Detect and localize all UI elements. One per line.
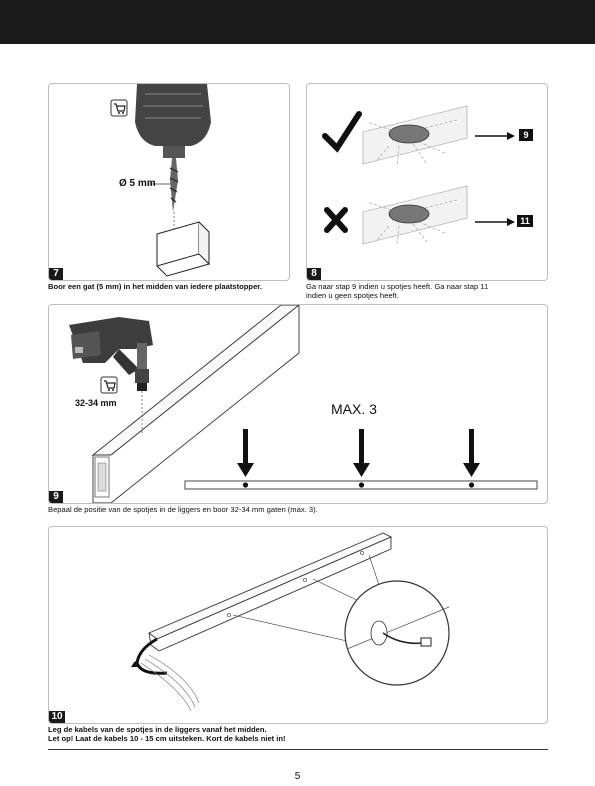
down-arrow-icon <box>353 429 370 488</box>
cross-icon <box>327 210 345 230</box>
step-10-illustration <box>49 527 547 723</box>
step-7-number: 7 <box>49 268 63 280</box>
header-bar <box>0 0 595 44</box>
step-7-panel <box>48 83 290 281</box>
goto-step-11-badge: 11 <box>520 216 530 226</box>
step-10-caption-line1: Leg de kabels van de spotjes in de liggers vanaf het midden. <box>48 725 267 734</box>
down-arrow-icon <box>237 429 254 488</box>
detail-zoom <box>345 581 449 685</box>
step-8-number: 8 <box>307 268 321 280</box>
step-9-number: 9 <box>49 491 63 503</box>
step-10-panel <box>48 526 548 724</box>
step-9-panel <box>48 304 548 504</box>
warning-label: Let op! <box>48 734 74 743</box>
cart-icon <box>111 100 127 116</box>
step-8-caption <box>306 282 551 300</box>
check-icon <box>325 114 359 148</box>
step-8-illustration <box>307 84 547 280</box>
page-number: 5 <box>294 771 301 782</box>
step-8-caption-line1: Ga naar stap 9 indien u spotjes heeft. Ga naar stap 11 <box>306 282 489 291</box>
down-arrow-icon <box>463 429 480 488</box>
step-7-caption: Boor een gat (5 mm) in het midden van iedere plaatstopper. <box>48 282 262 291</box>
step-7-illustration <box>49 84 289 280</box>
step-10-caption-line2-text: Laat de kabels 10 - 15 cm uitsteken. Kort de kabels niet in! <box>73 734 286 743</box>
step-10-caption <box>48 725 548 743</box>
cart-icon <box>101 377 117 393</box>
step-8-panel <box>306 83 548 281</box>
step-9-illustration <box>49 305 547 503</box>
step-8-caption-line2: indien u geen spotjes heeft. <box>306 291 399 300</box>
goto-step-9-badge: 9 <box>523 130 529 140</box>
step-10-caption-line2 <box>48 734 548 743</box>
arrow-right-icon <box>507 132 515 140</box>
drill-size-label: Ø 5 mm <box>119 178 156 189</box>
step-9-caption: Bepaal de positie van de spotjes in de liggers en boor 32-34 mm gaten (max. 3). <box>48 505 318 514</box>
hole-size-label: 32-34 mm <box>75 398 117 408</box>
footer-rule <box>48 749 548 750</box>
step-10-number: 10 <box>49 711 65 723</box>
max-spots-label: MAX. 3 <box>331 401 377 417</box>
drill-bit <box>170 158 178 212</box>
